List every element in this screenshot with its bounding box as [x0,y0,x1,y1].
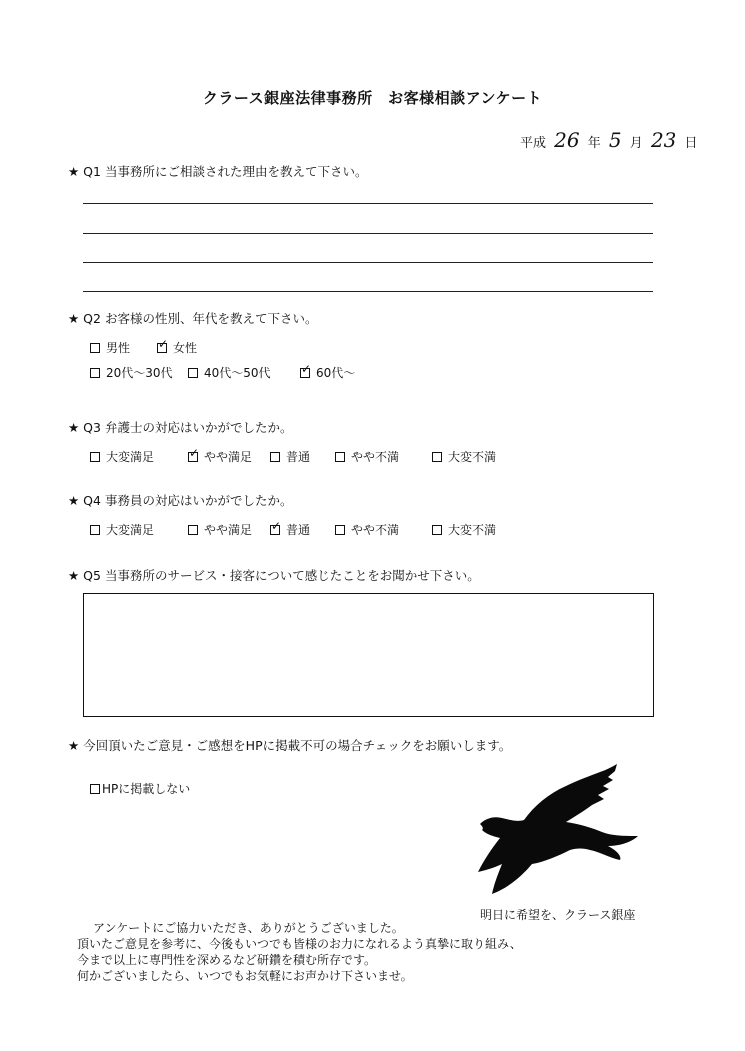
checkbox[interactable] [188,368,198,378]
checkbox[interactable] [432,452,442,462]
document-title: クラース銀座法律事務所 お客様相談アンケート [202,89,543,107]
q3-option[interactable] [432,448,496,465]
q1-answer-line[interactable] [83,203,653,204]
option-label: 大変満足 [106,523,155,537]
checkbox[interactable] [270,525,280,535]
q3-option[interactable] [90,448,154,465]
option-label: 普通 [286,523,311,537]
checkbox[interactable] [157,343,167,353]
date-year: 26 [554,128,580,152]
q4-question: ★ Q4 事務員の対応はいかがでしたか。 [68,493,293,508]
q2-age-option[interactable] [188,364,271,381]
q1-answer-line[interactable] [83,233,653,234]
closing-line: アンケートにご協力いただき、ありがとうございました。 [93,921,404,935]
q3-option[interactable] [188,448,252,465]
q4-option[interactable] [432,521,496,538]
checkbox[interactable] [90,368,100,378]
q5-answer-box[interactable] [83,593,654,717]
closing-line: 何かございましたら、いつでもお気軽にお声かけ下さいませ。 [77,969,413,983]
checkbox[interactable] [335,525,345,535]
q2-question: ★ Q2 お客様の性別、年代を教えて下さい。 [68,311,318,326]
checkbox[interactable] [90,784,100,794]
option-label: 大変不満 [448,523,497,537]
q3-option[interactable] [335,448,399,465]
q3-question: ★ Q3 弁護士の対応はいかがでしたか。 [68,420,293,435]
date-day: 23 [650,128,677,152]
closing-line: 頂いたご意見を参考に、今後もいつでも皆様のお力になれるよう真摯に取り組み、 [77,937,522,951]
checkbox[interactable] [90,452,100,462]
q1-answer-line[interactable] [83,262,653,263]
option-label: 男性 [106,341,131,355]
slogan: 明日に希望を、クラース銀座 [480,908,636,922]
q2-age-option[interactable] [90,364,173,381]
q1-answer-line[interactable] [83,291,653,292]
hp-option[interactable] [90,780,190,797]
checkbox[interactable] [90,525,100,535]
hp-question: ★ 今回頂いたご意見・ご感想をHPに掲載不可の場合チェックをお願いします。 [68,738,512,753]
date-year-label: 年 [587,136,601,151]
option-label: やや満足 [204,523,253,537]
option-label: 大変満足 [106,450,155,464]
bird-logo-icon [474,764,644,896]
option-label: やや不満 [351,523,400,537]
option-label: 60代～ [316,366,356,380]
checkbox[interactable] [432,525,442,535]
q4-option[interactable] [270,521,310,538]
q5-question: ★ Q5 当事務所のサービス・接客について感じたことをお聞かせ下さい。 [68,568,480,583]
option-label: やや不満 [351,450,400,464]
option-label: HPに掲載しない [102,782,191,796]
date-line [520,128,698,152]
option-label: 大変不満 [448,450,497,464]
q2-age-option[interactable] [300,364,355,381]
option-label: やや満足 [204,450,253,464]
checkbox[interactable] [270,452,280,462]
closing-line: 今まで以上に専門性を深めるなど研鑽を積む所存です。 [77,953,377,967]
checkbox[interactable] [300,368,310,378]
checkbox[interactable] [90,343,100,353]
option-label: 20代～30代 [106,366,173,380]
q4-option[interactable] [335,521,399,538]
checkbox[interactable] [188,452,198,462]
checkbox[interactable] [188,525,198,535]
option-label: 40代～50代 [204,366,271,380]
date-day-label: 日 [684,136,698,151]
option-label: 女性 [173,341,198,355]
q1-question: ★ Q1 当事務所にご相談された理由を教えて下さい。 [68,164,368,179]
date-month-label: 月 [629,136,643,151]
q4-option[interactable] [188,521,252,538]
q3-option[interactable] [270,448,310,465]
date-era: 平成 [520,136,547,151]
q2-gender-option[interactable] [157,339,197,356]
q2-gender-option[interactable] [90,339,130,356]
q4-option[interactable] [90,521,154,538]
date-month: 5 [608,128,622,152]
checkbox[interactable] [335,452,345,462]
option-label: 普通 [286,450,311,464]
